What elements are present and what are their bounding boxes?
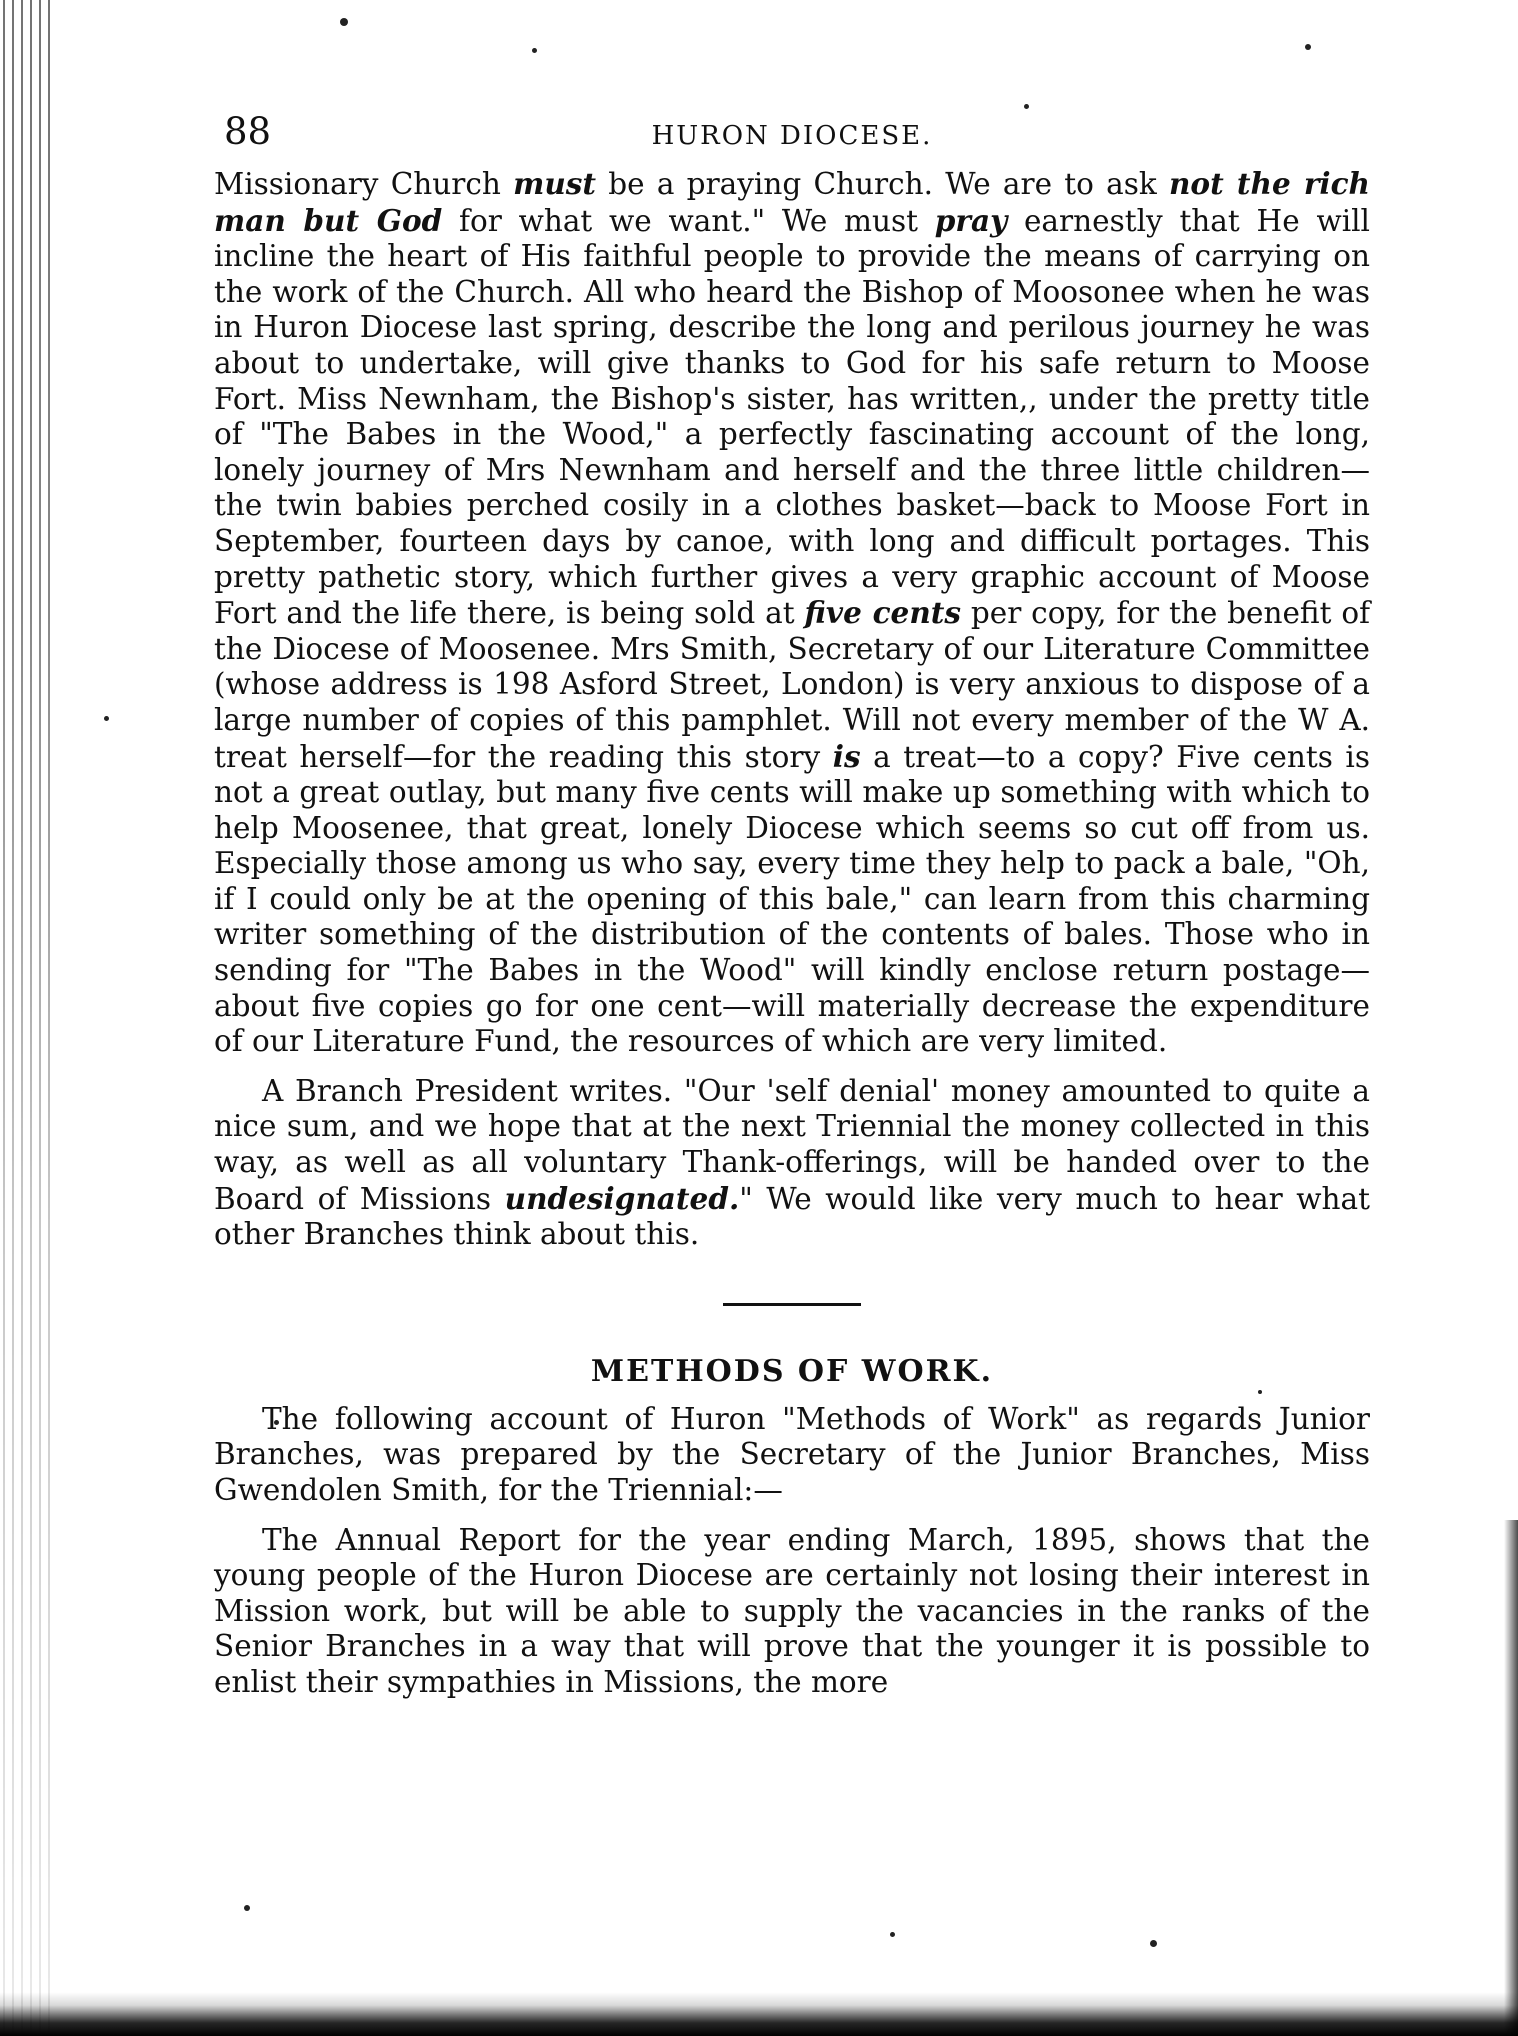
running-title: HURON DIOCESE.: [651, 121, 933, 151]
section-divider: [723, 1303, 861, 1306]
scan-speck: [890, 1932, 895, 1937]
emphasized-text: undesignated.: [504, 1180, 740, 1216]
section-paragraph: [214, 1402, 1370, 1509]
section-title: METHODS OF WORK.: [590, 1353, 994, 1389]
emphasized-text: must: [513, 166, 597, 201]
body-paragraph: [214, 166, 1370, 1060]
scan-speck: [1305, 44, 1311, 50]
scan-binding-edge-left: [0, 0, 56, 2036]
body-paragraph: [214, 1074, 1370, 1253]
scan-binding-edge-right: [1504, 1520, 1518, 2036]
book-page: [214, 108, 1370, 1701]
emphasized-text: is: [832, 738, 861, 774]
page-number: 88: [224, 110, 272, 153]
text-run: Missionary Church: [214, 167, 514, 201]
text-run: earnestly that He will incline the heart of His faithful people to provide the means of carrying on the work of the Church. All who heard the Bishop of Moosonee when he was in Huron Diocese last spring, describe the long and perilous journey he was about to undertake, will give thanks to God for his safe return to Moose Fort. Miss Newnham, the Bishop's sister, has written,, under the pretty title of "The Babes in the Wood," a perfectly fascinating account of the long, lonely journey of Mrs Newnham and herself and the three little children—the twin babies perched cosily in a clothes basket—back to Moose Fort in September, fourteen days by canoe, with long and difficult portages. This pretty pathetic story, which further gives a very graphic account of Moose Fort and the life there, is being sold at: [214, 203, 1370, 631]
text-run: for what we want." We must: [442, 203, 935, 238]
emphasized-text: not the rich man but God: [214, 166, 1370, 238]
emphasized-text: pray: [934, 202, 1008, 238]
text-run: per copy, for the benefit of the Diocese of Moosenee. Mrs Smith, Secretary of our Literature Committee (whose address is 198 Asford Street, London) is very anxious to dispose of a large number of copies of this pamphlet. Will not every member of the W A. treat herself—for the reading this story: [214, 596, 1371, 774]
scan-speck: [340, 18, 348, 26]
scan-speck: [104, 716, 109, 721]
text-run: The Annual Report for the year ending March, 1895, shows that the young people of the Huron Diocese are certainly not losing their interest in Mission work, but will be able to supply the vacancies in the ranks of the Senior Branches in a way that will prove that the younger it is possible to enlist their sympathies in Missions, the more: [214, 1522, 1370, 1699]
emphasized-text: five cents: [804, 595, 962, 631]
text-run: be a praying Church. We are to ask: [596, 167, 1169, 201]
text-run: The following account of Huron "Methods of Work" as regards Junior Branches, was prepared by the Secretary of the Junior Branches, Miss Gwendolen Smith, for the Triennial:—: [214, 1401, 1370, 1507]
page-body: [214, 166, 1370, 1701]
text-run: A Branch President writes. "Our 'self denial' money amounted to quite a nice sum, and we hope that at the next Triennial the money collected in this way, as well as all voluntary Thank-offerings, will be handed over to the Board of Missions: [214, 1073, 1370, 1216]
scan-speck: [532, 48, 537, 53]
scan-speck: [1150, 1940, 1157, 1947]
text-run: " We would like very much to hear what other Branches think about this.: [214, 1181, 1370, 1252]
section-paragraph: [214, 1523, 1370, 1701]
text-run: a treat—to a copy? Five cents is not a great outlay, but many five cents will make up something with which to help Moosenee, that great, lonely Diocese which seems so cut off from us. Especially those among us who say, every time they help to pack a bale, "Oh, if I could only be at the opening of this bale," can learn from this charming writer something of the distribution of the contents of bales. Those who in sending for "The Babes in the Wood" will kindly enclose return postage—about five copies go for one cent—will materially decrease the expenditure of our Literature Fund, the resources of which are very limited.: [214, 739, 1370, 1059]
page-header: [214, 108, 1370, 164]
scan-binding-edge-bottom: [0, 1992, 1518, 2036]
scan-speck: [244, 1905, 250, 1911]
